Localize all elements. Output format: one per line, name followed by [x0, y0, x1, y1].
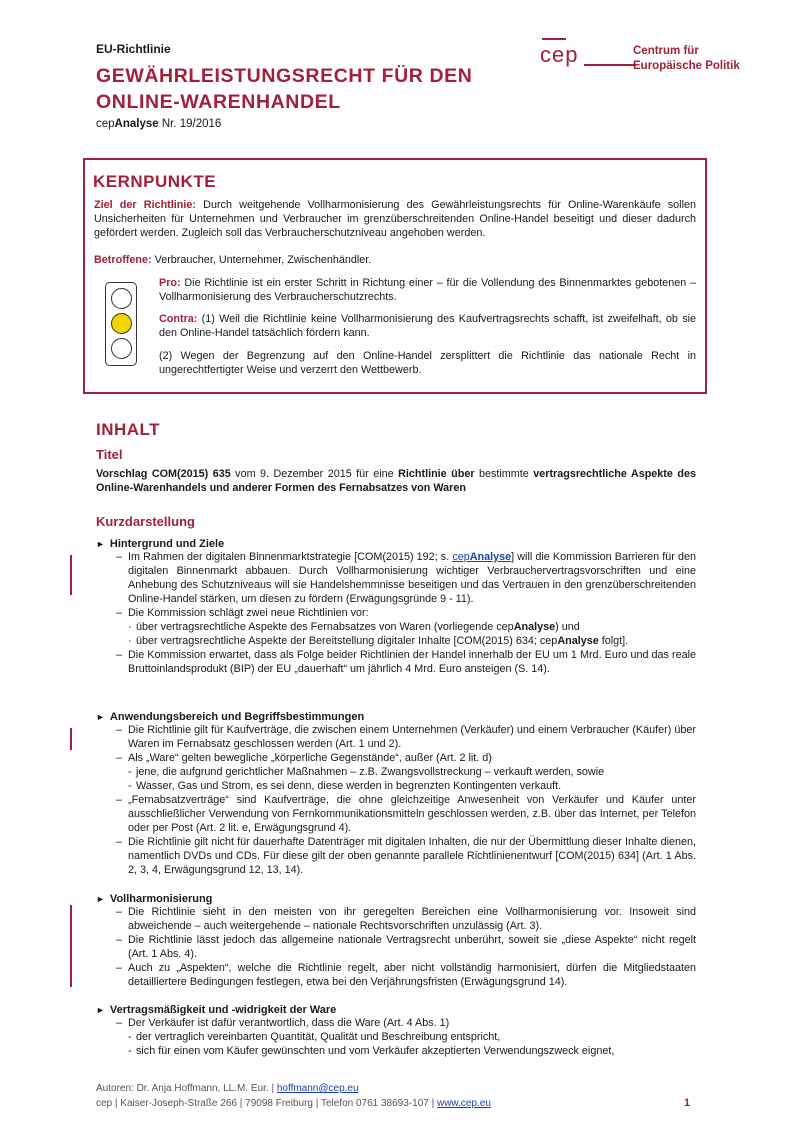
ziel-text: Durch weitgehende Vollharmonisierung des Gewährleistungsrechts für Online-Warenkäufe sollen Unsicherheiten für Unternehmen und Verbraucher im grenzüberschreitenden Online-Handel beseitigt und dieser dadurch gefördert werden. Zugleich soll das Verbraucherschutzniveau angehoben werden.	[94, 199, 696, 239]
margin-marker	[70, 555, 72, 595]
traffic-light-red-icon	[111, 288, 132, 309]
footer-address	[96, 1098, 491, 1109]
logo-bar-bottom	[584, 64, 636, 66]
ziel-label: Ziel der Richtlinie:	[94, 199, 196, 211]
kurzdarstellung-heading: Kurzdarstellung	[96, 514, 195, 529]
arrow-icon: ►	[96, 712, 110, 722]
section-heading-text: Vertragsmäßigkeit und -widrigkeit der Ware	[109, 1004, 337, 1016]
titel-b2: Richtlinie über	[398, 468, 475, 480]
footer-email-link[interactable]: hoffmann@cep.eu	[276, 1083, 359, 1094]
betroffene-label: Betroffene:	[94, 254, 152, 266]
section-heading	[96, 893, 696, 905]
section-hintergrund	[96, 538, 696, 676]
contra-text: (1) Weil die Richtlinie keine Vollharmonisierung des Kaufvertragsrechts schafft, ist zweifelhaft, ob sie den Online-Handel tatsächlich fördern kann.	[159, 313, 696, 339]
list-item: – Auch zu „Aspekten“, welche die Richtlinie regelt, aber nicht vollständig harmonisiert, dürfen die Mitgliedstaaten detailliertere Bedingungen festlegen, etwa bei den Verjährungsfristen (Erwägungsgrund 14).	[116, 962, 696, 988]
list-item: – Die Kommission schlägt zwei neue Richtlinien vor:	[116, 607, 369, 619]
arrow-icon: ►	[96, 894, 110, 904]
section-heading-text: Hintergrund und Ziele	[109, 538, 225, 550]
betroffene-text: Verbraucher, Unternehmer, Zwischenhändler.	[151, 254, 372, 266]
titel-text	[96, 467, 696, 495]
section-anwendungsbereich	[96, 711, 696, 877]
section-heading-text: Vollharmonisierung	[109, 893, 213, 905]
traffic-light	[105, 282, 137, 366]
list-item: – Als „Ware“ gelten bewegliche „körperliche Gegenstände“, außer (Art. 2 lit. d)	[116, 752, 492, 764]
contra-label: Contra:	[159, 313, 198, 325]
footer-web-link[interactable]: www.cep.eu	[436, 1098, 491, 1109]
analysis-num: Nr. 19/2016	[158, 118, 222, 130]
section-vertragsmaessigkeit	[96, 1004, 696, 1058]
list-item: – „Fernabsatzverträge“ sind Kaufverträge, die ohne gleichzeitige Anwesenheit von Verkäufer und Käufer unter ausschließlicher Verwendung von Fernkommunikationsmitteln geschlossen werden, z.B. über das Internet, per Telefon oder per Post (Art. 2 lit. e, Erwägungsgrund 4).	[116, 794, 696, 834]
pro-paragraph	[159, 276, 696, 304]
list-item: – Die Richtlinie gilt für Kaufverträge, die zwischen einem Unternehmen (Verkäufer) und einem Verbraucher (Käufer) über Waren im Fernabsatz geschlossen werden (Art. 1 und 2).	[116, 724, 696, 750]
list-item: - jene, die aufgrund gerichtlicher Maßnahmen – z.B. Zwangsvollstreckung – verkauft werden, sowie	[128, 766, 605, 778]
footer-authors	[96, 1083, 359, 1094]
cep-analyse-link[interactable]: cepAnalyse	[452, 551, 512, 563]
section-vollharmonisierung	[96, 893, 696, 989]
footer-address-text: cep | Kaiser-Joseph-Straße 266 | 79098 Freiburg | Telefon 0761 38693-107 |	[96, 1098, 437, 1109]
cep-logo	[540, 38, 635, 66]
logo-name	[633, 44, 740, 74]
list-item: - der vertraglich vereinbarten Quantität, Qualität und Beschreibung entspricht,	[128, 1031, 501, 1043]
titel-t2: bestimmte	[474, 468, 534, 480]
section-heading	[96, 1004, 696, 1016]
footer-authors-text: Autoren: Dr. Anja Hoffmann, LL.M. Eur. |	[96, 1083, 277, 1094]
logo-bar-top	[542, 38, 566, 40]
list-item: – Der Verkäufer ist dafür verantwortlich, dass die Ware (Art. 4 Abs. 1)	[116, 1017, 450, 1029]
arrow-icon: ►	[96, 1005, 110, 1015]
titel-b1: Vorschlag COM(2015) 635	[96, 468, 231, 480]
section-heading	[96, 711, 696, 723]
list-item: – Die Kommission erwartet, dass als Folge beider Richtlinien der Handel innerhalb der EU um 1 Mrd. Euro und das reale Bruttoinlandsprodukt (BIP) der EU „dauerhaft“ um jährlich 4 Mrd. Euro ansteigen (S. 14).	[116, 649, 696, 675]
betroffene-paragraph	[94, 253, 696, 267]
contra2-paragraph: (2) Wegen der Begrenzung auf den Online-Handel zersplittert die Richtlinie das nationale Recht in ungerechtfertigter Weise und verzerrt den Wettbewerb.	[159, 350, 696, 376]
analysis-number	[96, 118, 221, 130]
analysis-prefix: cep	[96, 118, 115, 130]
pro-text: Die Richtlinie ist ein erster Schritt in Richtung einer – für die Vollendung des Binnenmarktes gebotenen – Vollharmonisierung des Verbraucherschutzrechts.	[159, 277, 696, 303]
titel-heading: Titel	[96, 447, 123, 462]
titel-b3: vertragsrechtliche Aspekte des Online-Warenhandels und anderer Formen des Fernabsatzes von Waren	[96, 468, 696, 494]
kernpunkte-heading: KERNPUNKTE	[93, 172, 217, 191]
margin-marker	[70, 728, 72, 750]
list-item: - Wasser, Gas und Strom, es sei denn, diese werden in begrenzten Kontingenten verkauft.	[128, 780, 562, 792]
list-item: – Die Richtlinie gilt nicht für dauerhafte Datenträger mit digitalen Inhalten, die nur der Übermittlung dieser Inhalte dienen, namentlich DVDs und CDs. Für diese gilt der oben genannte parallele Richtlinienentwurf [COM(2015) 634] (Art. 1 Abs. 2, 3, 4, Erwägungsgrund 12, 13, 14).	[116, 836, 696, 876]
logo-name-line-1: Centrum für	[633, 45, 699, 57]
list-item: – Die Richtlinie sieht in den meisten von ihr geregelten Bereichen eine Vollharmonisierung vor. Insoweit sind abweichende – auch weitergehende – nationale Rechtsvorschriften unzulässig (Art. 3).	[116, 906, 696, 932]
pro-label: Pro:	[159, 277, 181, 289]
traffic-light-green-icon	[111, 338, 132, 359]
title-line-1: GEWÄHRLEISTUNGSRECHT FÜR DEN	[96, 65, 473, 87]
list-item: - sich für einen vom Käufer gewünschten und vom Verkäufer akzeptierten Verwendungszweck eignet,	[128, 1045, 615, 1057]
section-heading-text: Anwendungsbereich und Begriffsbestimmungen	[109, 711, 365, 723]
arrow-icon: ►	[96, 539, 110, 549]
titel-t1: vom 9. Dezember 2015 für eine	[230, 468, 399, 480]
inhalt-heading: INHALT	[96, 420, 161, 439]
list-item: – Im Rahmen der digitalen Binnenmarktstrategie [COM(2015) 192; s. cepAnalyse] will die Kommission Barrieren für den digitalen Binnenmarkt abbauen. Durch Vollharmonisierung wichtiger Verbrauchervertragsvorschriften und eine Anhebung des Schutzniveaus will sie Handelshemmnisse beseitigen und das Vertrauen in den grenzüberschreitenden Online-Handel stärken, um diesen zu fördern (Erwägungsgründe 9 - 11).	[116, 551, 697, 605]
page-title	[96, 63, 472, 115]
analysis-bold: Analyse	[114, 118, 159, 130]
list-item: · über vertragsrechtliche Aspekte der Bereitstellung digitaler Inhalte [COM(2015) 634; cepAnalyse folgt].	[128, 635, 629, 647]
ziel-paragraph	[94, 198, 696, 240]
page-number: 1	[684, 1097, 691, 1109]
logo-mark: cep	[540, 42, 579, 67]
contra-paragraph	[159, 312, 696, 340]
list-item: – Die Richtlinie lässt jedoch das allgemeine nationale Vertragsrecht unberührt, soweit sie „diese Aspekte“ nicht regelt (Art. 1 Abs. 4).	[116, 934, 696, 960]
traffic-light-yellow-icon	[111, 313, 132, 334]
doc-type-label: EU-Richtlinie	[96, 42, 171, 56]
section-heading	[96, 538, 696, 550]
margin-marker	[70, 905, 72, 987]
title-line-2: ONLINE-WARENHANDEL	[96, 91, 341, 113]
list-item: · über vertragsrechtliche Aspekte des Fernabsatzes von Waren (vorliegende cepAnalyse) und	[128, 621, 580, 633]
logo-name-line-2: Europäische Politik	[633, 60, 740, 72]
